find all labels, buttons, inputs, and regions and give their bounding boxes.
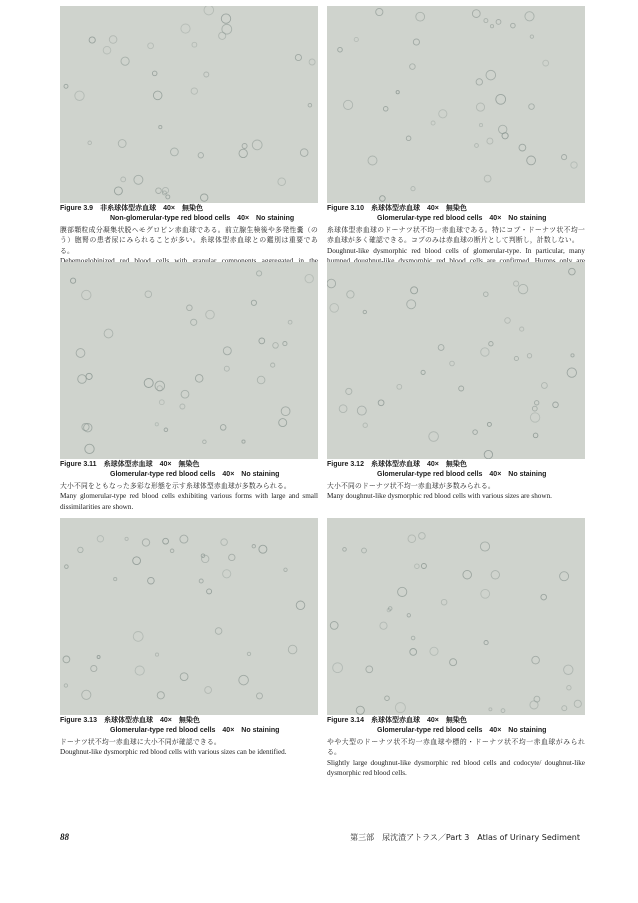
cell-mark xyxy=(438,345,444,351)
caption-heading: Figure 3.9 非糸球体型赤血球 40× 無染色 xyxy=(60,205,203,212)
cell-mark xyxy=(496,20,501,25)
cell-mark xyxy=(133,632,143,642)
cell-mark xyxy=(133,557,141,565)
cell-mark xyxy=(309,59,315,65)
cell-mark xyxy=(534,696,540,702)
cell-mark xyxy=(159,400,164,405)
cell-mark xyxy=(159,126,162,129)
cell-mark xyxy=(476,79,482,85)
cell-mark xyxy=(191,88,197,94)
caption-english: Doughnut-like dysmorphic red blood cells of glomerular-type. In particular, many xyxy=(327,246,585,255)
cell-mark xyxy=(481,589,490,598)
cell-mark xyxy=(486,70,496,80)
cell-mark xyxy=(407,300,416,309)
cell-mark xyxy=(223,347,231,355)
cell-mark xyxy=(152,71,157,76)
cell-mark xyxy=(121,57,129,65)
running-footer: 第三部 尿沈渣アトラス／Part 3 Atlas of Urinary Sediment xyxy=(350,833,580,842)
cell-mark xyxy=(145,291,152,298)
cell-mark xyxy=(142,539,149,546)
caption-heading: Figure 3.14 糸球体型赤血球 40× 無染色 xyxy=(327,717,467,724)
cell-mark xyxy=(407,614,410,617)
cell-mark xyxy=(191,319,197,325)
cell-mark xyxy=(532,656,540,664)
cell-mark xyxy=(475,144,479,148)
figure-3-12 xyxy=(327,262,585,502)
cell-mark xyxy=(484,641,488,645)
cell-mark xyxy=(271,363,275,367)
cell-mark xyxy=(564,665,573,674)
cell-mark xyxy=(114,578,117,581)
cell-mark xyxy=(574,700,581,707)
cell-mark xyxy=(450,659,457,666)
cell-mark xyxy=(406,136,411,141)
cell-mark xyxy=(481,348,489,356)
cell-mark xyxy=(519,144,526,151)
cell-mark xyxy=(562,706,567,711)
cell-mark xyxy=(278,178,286,186)
cell-mark xyxy=(148,577,155,584)
cell-mark xyxy=(181,390,189,398)
cell-mark xyxy=(164,428,168,432)
cell-mark xyxy=(327,279,336,288)
cell-mark xyxy=(195,375,203,383)
cell-mark xyxy=(533,433,538,438)
micrograph-3-10 xyxy=(327,6,585,203)
cell-mark xyxy=(251,300,256,305)
cell-mark xyxy=(135,666,144,675)
cell-mark xyxy=(525,12,534,21)
cell-mark xyxy=(203,440,207,444)
cell-mark xyxy=(484,292,489,297)
figure-3-10 xyxy=(327,6,585,277)
caption-3-11 xyxy=(60,460,318,512)
cell-mark xyxy=(397,384,402,389)
cell-mark xyxy=(499,125,507,133)
caption-subheading: Glomerular-type red blood cells 40× No staining xyxy=(110,471,280,479)
cell-mark xyxy=(82,690,91,699)
cell-mark xyxy=(155,653,158,656)
cell-mark xyxy=(410,64,416,70)
cell-mark xyxy=(205,687,212,694)
cell-mark xyxy=(541,594,547,600)
cell-mark xyxy=(171,148,179,156)
cell-mark xyxy=(288,320,292,324)
cell-mark xyxy=(385,696,390,701)
caption-3-13 xyxy=(60,716,318,758)
cell-mark xyxy=(223,570,231,578)
cell-mark xyxy=(192,42,197,47)
cell-mark xyxy=(511,23,516,28)
cell-mark xyxy=(514,281,519,286)
cell-mark xyxy=(479,124,482,127)
caption-heading: Figure 3.13 糸球体型赤血球 40× 無染色 xyxy=(60,717,200,724)
caption-english: Many glomerular-type red blood cells exhibiting various forms with large and small dissimilarities are shown. xyxy=(60,492,318,511)
cell-mark xyxy=(527,156,536,165)
cell-mark xyxy=(487,422,491,426)
cell-mark xyxy=(257,376,265,384)
cell-mark xyxy=(411,287,418,294)
cell-mark xyxy=(463,570,472,579)
cell-mark xyxy=(204,6,214,15)
cell-mark xyxy=(64,84,68,88)
cell-mark xyxy=(472,10,480,18)
cell-mark xyxy=(305,274,313,282)
cell-mark xyxy=(484,450,492,458)
caption-3-12 xyxy=(327,460,585,502)
cell-mark xyxy=(496,94,506,104)
cell-mark xyxy=(553,402,559,408)
cell-mark xyxy=(206,310,215,319)
cell-mark xyxy=(473,430,478,435)
micrograph-3-9 xyxy=(60,6,318,203)
cell-mark xyxy=(134,175,143,184)
cell-mark xyxy=(153,91,162,100)
cell-mark xyxy=(97,656,100,659)
cell-mark xyxy=(421,564,426,569)
cell-mark xyxy=(199,579,203,583)
cell-mark xyxy=(490,25,493,28)
cell-mark xyxy=(501,709,505,713)
cell-mark xyxy=(411,187,415,191)
caption-japanese: やや大型のドーナツ状不均一赤血球や標的・ドーナツ状不均一赤血球がみられる。 xyxy=(327,737,585,757)
cell-mark xyxy=(187,305,193,311)
cell-mark xyxy=(431,121,435,125)
cell-mark xyxy=(85,444,94,453)
cell-mark xyxy=(121,177,126,182)
figure-3-14 xyxy=(327,518,585,778)
cell-mark xyxy=(530,35,533,38)
cell-mark xyxy=(416,12,425,21)
cell-mark xyxy=(259,545,267,553)
cell-mark xyxy=(518,284,527,293)
cell-mark xyxy=(535,401,539,405)
caption-english: Many doughnut-like dysmorphic red blood cells with various sizes are shown. xyxy=(327,492,552,501)
cell-mark xyxy=(239,675,249,685)
caption-subheading: Non-glomerular-type red blood cells 40× No staining xyxy=(110,215,295,223)
caption-3-14 xyxy=(327,716,585,778)
cell-mark xyxy=(567,368,576,377)
micrograph-3-12 xyxy=(327,262,585,459)
cell-mark xyxy=(89,37,95,43)
cell-mark xyxy=(144,379,153,388)
cell-mark xyxy=(363,423,367,427)
cell-mark xyxy=(429,432,439,442)
caption-subheading: Glomerular-type red blood cells 40× No staining xyxy=(110,727,280,735)
cell-mark xyxy=(148,43,154,49)
cell-mark xyxy=(103,46,111,54)
cell-mark xyxy=(114,187,122,195)
cell-mark xyxy=(201,194,208,201)
page-number: 88 xyxy=(60,832,69,842)
cell-mark xyxy=(296,601,305,610)
cell-mark xyxy=(125,537,128,540)
cell-mark xyxy=(170,549,174,553)
cell-mark xyxy=(520,327,524,331)
cell-mark xyxy=(476,103,484,111)
cell-mark xyxy=(339,405,347,413)
cell-mark xyxy=(532,406,537,411)
cell-mark xyxy=(410,649,417,656)
cell-mark xyxy=(221,539,228,546)
cell-mark xyxy=(257,693,263,699)
cell-mark xyxy=(78,375,87,384)
cell-mark xyxy=(273,343,279,349)
cell-mark xyxy=(163,538,169,544)
cell-mark xyxy=(220,425,226,431)
caption-japanese: ドーナツ状不均一赤血球に大小不同が確認できる。 xyxy=(60,737,221,746)
cell-mark xyxy=(109,36,117,44)
cell-mark xyxy=(543,60,549,66)
cell-mark xyxy=(202,555,209,562)
cell-mark xyxy=(330,304,339,313)
caption-subheading: Glomerular-type red blood cells 40× No staining xyxy=(377,471,547,479)
cell-mark xyxy=(571,354,574,357)
cell-mark xyxy=(419,533,426,540)
cell-mark xyxy=(91,665,97,671)
caption-english: Doughnut-like dysmorphic red blood cells with various sizes can be identified. xyxy=(60,748,287,757)
caption-heading: Figure 3.11 糸球体型赤血球 40× 無染色 xyxy=(60,461,200,468)
caption-japanese: 大小不同をともなった多彩な形態を示す糸球体型赤血球が多数みられる。 xyxy=(60,481,291,490)
caption-japanese: 糸球体型赤血球のドーナツ状不均一赤血球である。特にコブ・ドーナツ状不均一赤血球が多く確認できる。コブのみは赤血球の断片として判断し，計数しない。 xyxy=(327,225,585,245)
cell-mark xyxy=(162,187,168,193)
cell-mark xyxy=(489,342,493,346)
figure-3-9 xyxy=(60,6,318,298)
cell-mark xyxy=(333,663,343,673)
caption-subheading: Glomerular-type red blood cells 40× No staining xyxy=(377,727,547,735)
cell-mark xyxy=(363,310,366,313)
cell-mark xyxy=(283,342,287,346)
cell-mark xyxy=(78,547,83,552)
cell-mark xyxy=(411,636,415,640)
cell-mark xyxy=(86,373,92,379)
cell-mark xyxy=(357,406,366,415)
cell-mark xyxy=(530,413,539,422)
cell-mark xyxy=(284,568,287,571)
figure-3-11 xyxy=(60,262,318,512)
cell-mark xyxy=(527,354,531,358)
cell-mark xyxy=(421,370,425,374)
cell-mark xyxy=(415,564,420,569)
cell-mark xyxy=(252,140,262,150)
cell-mark xyxy=(489,708,492,711)
cell-mark xyxy=(288,645,297,654)
cell-mark xyxy=(118,140,126,148)
cell-mark xyxy=(430,647,438,655)
cell-mark xyxy=(571,162,577,168)
cell-mark xyxy=(356,706,364,714)
cell-mark xyxy=(215,628,222,635)
cell-mark xyxy=(239,149,247,157)
cell-mark xyxy=(65,565,69,569)
cell-mark xyxy=(308,103,312,107)
cell-mark xyxy=(380,622,387,629)
cell-mark xyxy=(180,404,185,409)
cell-mark xyxy=(224,366,229,371)
cell-mark xyxy=(76,349,85,358)
cell-mark xyxy=(362,548,367,553)
cell-mark xyxy=(222,24,232,34)
cell-mark xyxy=(484,175,491,182)
cell-mark xyxy=(242,440,245,443)
cell-mark xyxy=(166,195,170,199)
cell-mark xyxy=(207,589,212,594)
cell-mark xyxy=(338,47,343,52)
cell-mark xyxy=(542,383,548,389)
cell-mark xyxy=(484,19,488,23)
cell-mark xyxy=(157,692,164,699)
cell-mark xyxy=(257,271,262,276)
cell-mark xyxy=(380,196,386,202)
caption-japanese: 膜部顆粒成分凝集状脱ヘモグロビン赤血球である。前立腺生検後や多発性嚢（のう）胞腎の患者尿にみられることが多い。糸球体型赤血球との鑑別は重要である。 xyxy=(60,225,318,255)
cell-mark xyxy=(439,110,447,118)
cell-mark xyxy=(180,673,188,681)
cell-mark xyxy=(247,652,250,655)
cell-mark xyxy=(75,91,84,100)
cell-mark xyxy=(82,290,91,299)
cell-mark xyxy=(376,8,383,15)
cell-mark xyxy=(487,138,493,144)
cell-mark xyxy=(242,144,247,149)
cell-mark xyxy=(366,666,373,673)
cell-mark xyxy=(505,318,511,324)
cell-mark xyxy=(398,587,407,596)
cell-mark xyxy=(229,554,235,560)
cell-mark xyxy=(441,599,447,605)
cell-mark xyxy=(330,622,338,630)
micrograph-3-14 xyxy=(327,518,585,715)
cell-mark xyxy=(259,338,265,344)
cell-mark xyxy=(252,545,255,548)
cell-mark xyxy=(413,39,419,45)
cell-mark xyxy=(562,155,567,160)
cell-mark xyxy=(408,535,416,543)
cell-mark xyxy=(514,356,518,360)
cell-mark xyxy=(569,268,576,275)
cell-mark xyxy=(491,571,499,579)
cell-mark xyxy=(104,329,113,338)
cell-mark xyxy=(281,407,290,416)
cell-mark xyxy=(529,104,535,110)
cell-mark xyxy=(347,291,354,298)
cell-mark xyxy=(300,149,308,157)
cell-mark xyxy=(368,156,377,165)
caption-subheading: Glomerular-type red blood cells 40× No staining xyxy=(377,215,547,223)
cell-mark xyxy=(480,542,489,551)
cell-mark xyxy=(64,684,67,687)
micrograph-3-13 xyxy=(60,518,318,715)
cell-mark xyxy=(395,703,405,713)
cell-mark xyxy=(459,386,464,391)
cell-mark xyxy=(567,686,571,690)
cell-mark xyxy=(204,72,209,77)
cell-mark xyxy=(346,388,352,394)
cell-mark xyxy=(354,37,358,41)
cell-mark xyxy=(180,535,188,543)
cell-mark xyxy=(181,24,190,33)
cell-mark xyxy=(396,91,399,94)
cell-mark xyxy=(344,100,353,109)
cell-mark xyxy=(156,188,162,194)
cell-mark xyxy=(343,548,347,552)
caption-heading: Figure 3.12 糸球体型赤血球 40× 無染色 xyxy=(327,461,467,468)
cell-mark xyxy=(71,278,76,283)
cell-mark xyxy=(198,153,203,158)
caption-japanese: 大小不同のドーナツ状不均一赤血球が多数みられる。 xyxy=(327,481,495,490)
cell-mark xyxy=(155,423,158,426)
caption-english: Slightly large doughnut-like dysmorphic red blood cells and codocyte/ doughnut-like dysmorphic red blood cells. xyxy=(327,758,585,778)
cell-mark xyxy=(560,572,569,581)
figure-3-13 xyxy=(60,518,318,758)
caption-heading: Figure 3.10 糸球体型赤血球 40× 無染色 xyxy=(327,205,467,212)
cell-mark xyxy=(63,656,70,663)
cell-mark xyxy=(295,54,301,60)
cell-mark xyxy=(378,400,384,406)
cell-mark xyxy=(383,107,388,112)
cell-mark xyxy=(450,361,455,366)
cell-mark xyxy=(97,536,103,542)
cell-mark xyxy=(221,14,230,23)
cell-mark xyxy=(279,419,287,427)
micrograph-3-11 xyxy=(60,262,318,459)
cell-mark xyxy=(88,141,92,145)
